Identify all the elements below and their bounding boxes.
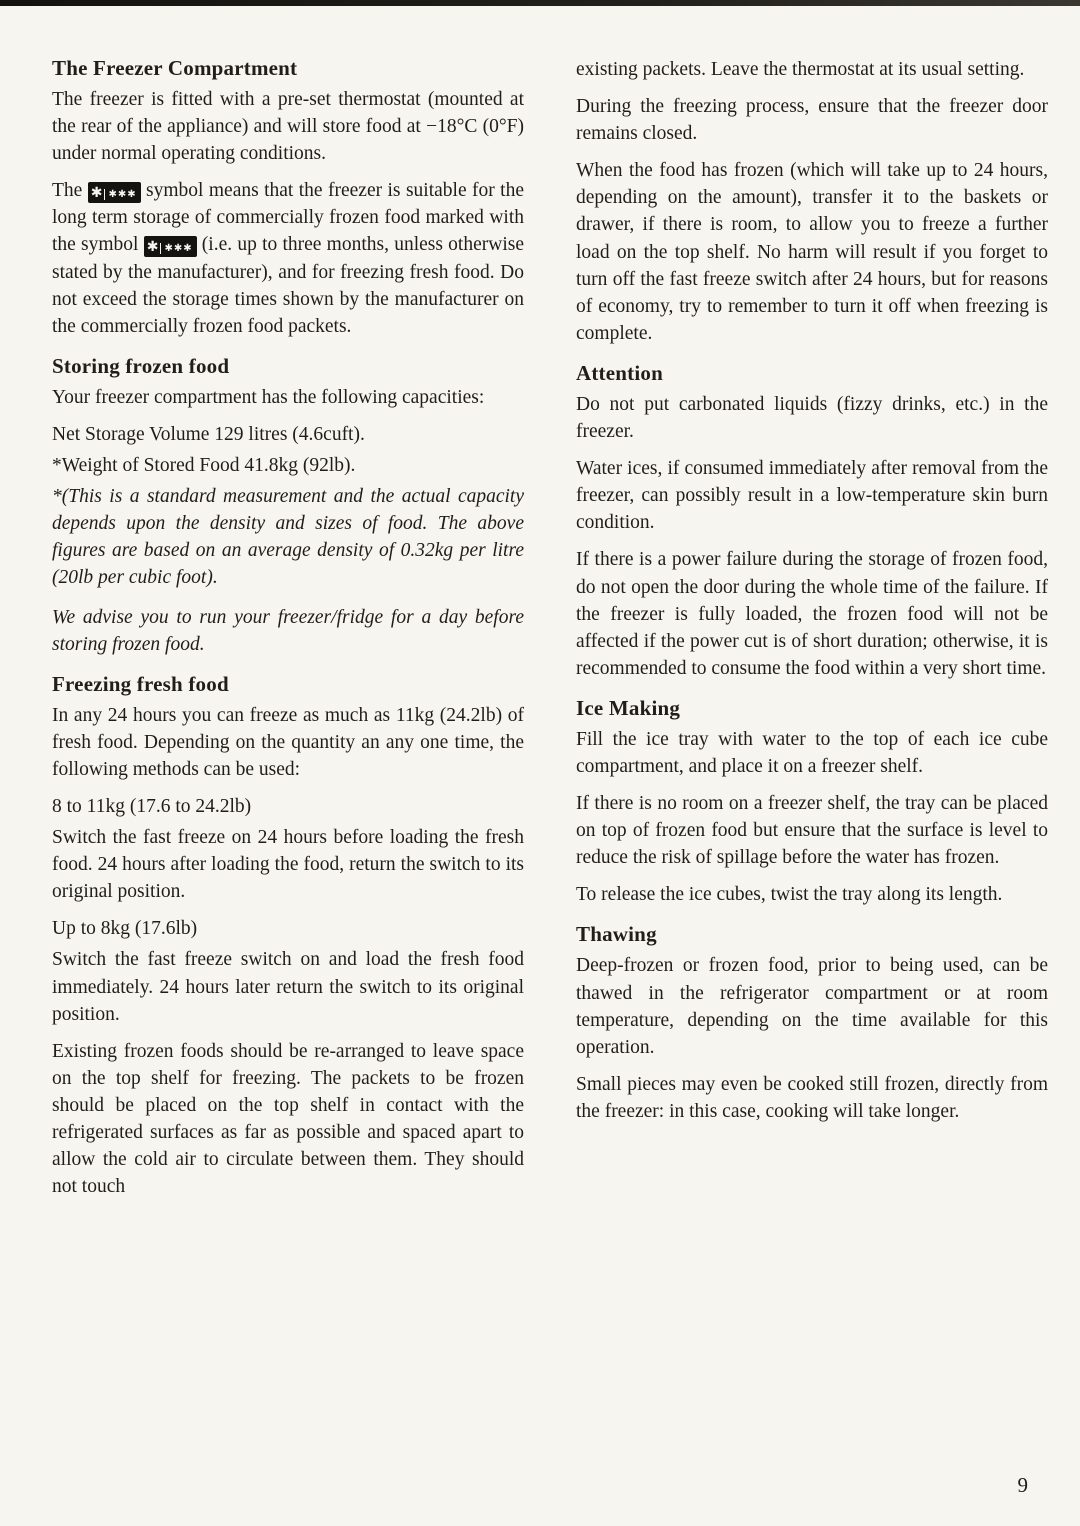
section-heading: The Freezer Compartment [52, 56, 298, 80]
paragraph: To release the ice cubes, twist the tray along its length. [576, 884, 1003, 906]
paragraph: Your freezer compartment has the following capacities: [52, 386, 485, 408]
scan-edge-artifact [0, 0, 1080, 6]
paragraph: existing packets. Leave the thermostat at its usual setting. [576, 59, 1025, 80]
paragraph-italic: *(This is a standard measurement and the actual capacity depends upon the density and sizes of food. The above figures are based on an average density of 0.32kg per litre (20lb per cubic foot). [52, 486, 524, 589]
page-number: 9 [1017, 1473, 1028, 1497]
paragraph: The ✱ ✱✱✱ symbol means that the freezer is suitable for the long term storage of commercially frozen food marked with the symbol ✱ ✱✱✱ (i.e. up to three months, unless otherwise stated by the manufacturer), and for freezing fresh food. Do not exceed the storage times shown by the manufacturer on the commercially frozen food packets. [52, 180, 524, 337]
four-star-freezer-rating-icon: ✱ ✱✱✱ [88, 182, 141, 203]
section-heading: Ice Making [576, 695, 681, 720]
left-column [52, 56, 524, 1210]
paragraph: Fill the ice tray with water to the top of each ice cube compartment, and place it on a freezer shelf. [576, 728, 1048, 777]
paragraph: Water ices, if consumed immediately after removal from the freezer, can possibly result in a low-temperature skin burn condition. [576, 458, 1048, 534]
paragraph: If there is a power failure during the storage of frozen food, do not open the door during the whole time of the failure. If the freezer is fully loaded, the frozen food will not be affected if the power cut is of short duration; otherwise, it is recommended to consume the food within a very short time. [576, 549, 1048, 679]
paragraph: Deep-frozen or frozen food, prior to being used, can be thawed in the refrigerator compartment or at room temperature, depending on the time available for this operation. [576, 955, 1048, 1058]
text-line: Net Storage Volume 129 litres (4.6cuft). [52, 423, 365, 445]
paragraph-italic: We advise you to run your freezer/fridge for a day before storing frozen food. [52, 606, 524, 655]
section-heading: Storing frozen food [52, 353, 230, 378]
text-line: 8 to 11kg (17.6 to 24.2lb) [52, 795, 252, 817]
paragraph: The freezer is fitted with a pre-set thermostat (mounted at the rear of the appliance) and will store food at −18°C (0°F) under normal operating conditions. [52, 89, 524, 165]
paragraph: Switch the fast freeze switch on and load the fresh food immediately. 24 hours later return the switch to its original position. [52, 949, 524, 1025]
paragraph: Switch the fast freeze on 24 hours before loading the fresh food. 24 hours after loading the food, return the switch to its original position. [52, 827, 524, 903]
text-line: Up to 8kg (17.6lb) [52, 918, 198, 940]
paragraph: Existing frozen foods should be re-arranged to leave space on the top shelf for freezing. The packets to be frozen should be placed on the top shelf in contact with the refrigerated surfaces as far as possible and spaced apart to allow the cold air to circulate between them. They should not touch [52, 1040, 524, 1198]
page-content [52, 56, 1048, 1210]
section-heading: Thawing [576, 922, 657, 947]
section-heading: Attention [576, 360, 663, 385]
paragraph: If there is no room on a freezer shelf, the tray can be placed on top of frozen food but ensure that the surface is level to reduce the risk of spillage before the water has frozen. [576, 793, 1048, 869]
text-line: *Weight of Stored Food 41.8kg (92lb). [52, 455, 356, 477]
section-heading: Freezing fresh food [52, 671, 229, 696]
paragraph: When the food has frozen (which will take up to 24 hours, depending on the amount), transfer it to the baskets or drawer, if there is room, to allow you to freeze a further load on the top shelf. No harm will result if you forget to turn off the fast freeze switch after 24 hours, but for reasons of economy, try to remember to turn it off when freezing is complete. [576, 160, 1048, 344]
paragraph: Do not put carbonated liquids (fizzy drinks, etc.) in the freezer. [576, 393, 1048, 443]
paragraph: In any 24 hours you can freeze as much as 11kg (24.2lb) of fresh food. Depending on the quantity an any one time, the following methods can be used: [52, 704, 524, 780]
four-star-freezer-rating-icon: ✱ ✱✱✱ [144, 236, 197, 257]
paragraph: During the freezing process, ensure that the freezer door remains closed. [576, 96, 1048, 145]
right-column [576, 56, 1048, 1210]
paragraph: Small pieces may even be cooked still frozen, directly from the freezer: in this case, cooking will take longer. [576, 1073, 1048, 1122]
